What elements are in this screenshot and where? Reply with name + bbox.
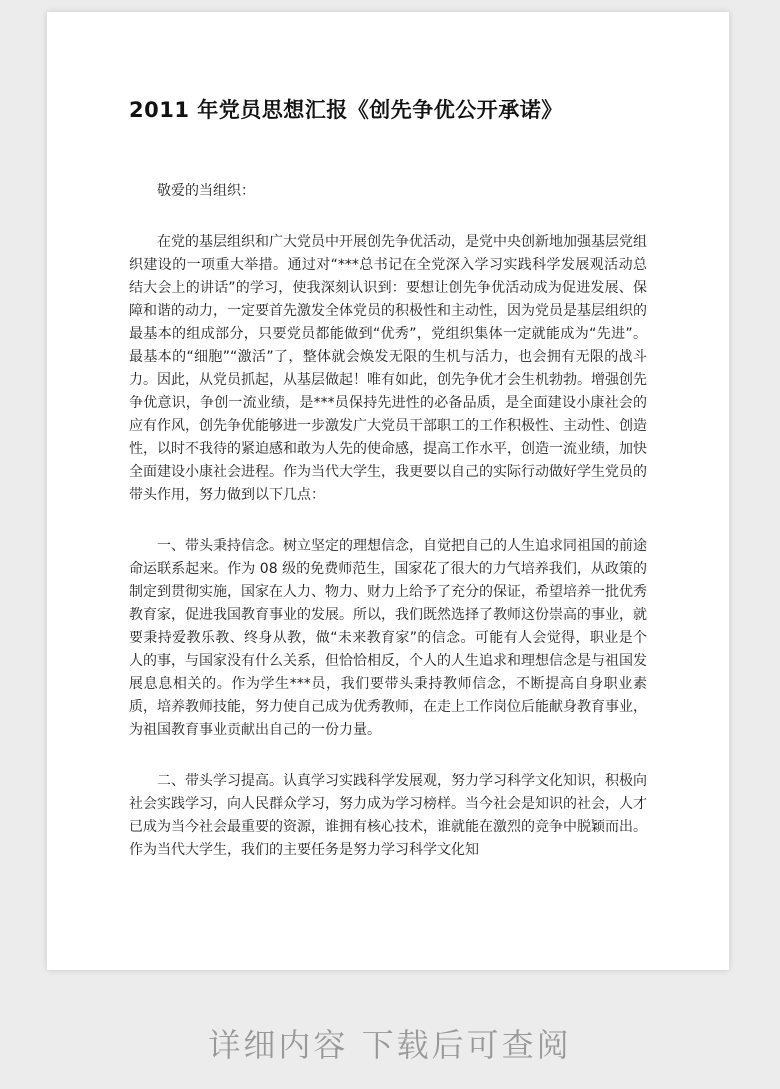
paragraph-point-2: 二、带头学习提高。认真学习实践科学发展观，努力学习科学文化知识，积极向社会实践学习，向人民群众学习，努力成为学习榜样。当今社会是知识的社会，人才已成为当今社会最重要的资源，谁拥有核心技术，谁就能在激烈的竞争中脱颖而出。作为当代大学生，我们的主要任务是努力学习科学文化知 [129,773,647,858]
footer-download-hint: 详细内容 下载后可查阅 [208,1026,572,1064]
document-title: 2011 年党员思想汇报《创先争优公开承诺》 [129,98,563,122]
paragraph-point-1: 一、带头秉持信念。树立坚定的理想信念，自觉把自己的人生追求同祖国的前途命运联系起来。作为 08 级的免费师范生，国家花了很大的力气培养我们，从政策的制定到贯彻实施，国家在人力、物力、财力上给予了充分的保证，希望培养一批优秀教育家，促进我国教育事业的发展。所以，我们既然选择了教师这份崇高的事业，就要秉持爱教乐教、终身从教，做“未来教育家”的信念。可能有人会觉得，职业是个人的事，与国家没有什么关系，但恰恰相反，个人的人生追求和理想信念是与祖国发展息息相关的。作为学生***员，我们要带头秉持教师信念，不断提高自身职业素质，培养教师技能，努力使自己成为优秀教师，在走上工作岗位后能献身教育事业，为祖国教育事业贡献出自己的一份力量。 [129,538,647,738]
document-body [129,180,647,862]
salutation: 敬爱的当组织： [157,183,255,199]
document-page [47,12,729,970]
paragraph-intro: 在党的基层组织和广大党员中开展创先争优活动，是党中央创新地加强基层党组织建设的一项重大举措。通过对“***总书记在全党深入学习实践科学发展观活动总结大会上的讲话”的学习，使我深刻认识到：要想让创先争优活动成为促进发展、保障和谐的动力，一定要首先激发全体党员的积极性和主动性，因为党员是基层组织的最基本的组成部分，只要党员都能做到“优秀”，党组织集体一定就能成为“先进”。最基本的“细胞”“激活”了，整体就会焕发无限的生机与活力，也会拥有无限的战斗力。因此，从党员抓起，从基层做起！唯有如此，创先争优才会生机勃勃。增强创先争优意识，争创一流业绩，是***员保持先进性的必备品质，是全面建设小康社会的应有作风，创先争优能够进一步激发广大党员干部职工的工作积极性、主动性、创造性，以时不我待的紧迫感和敢为人先的使命感，提高工作水平，创造一流业绩，加快全面建设小康社会进程。作为当代大学生，我更要以自己的实际行动做好学生党员的带头作用，努力做到以下几点： [129,234,647,503]
